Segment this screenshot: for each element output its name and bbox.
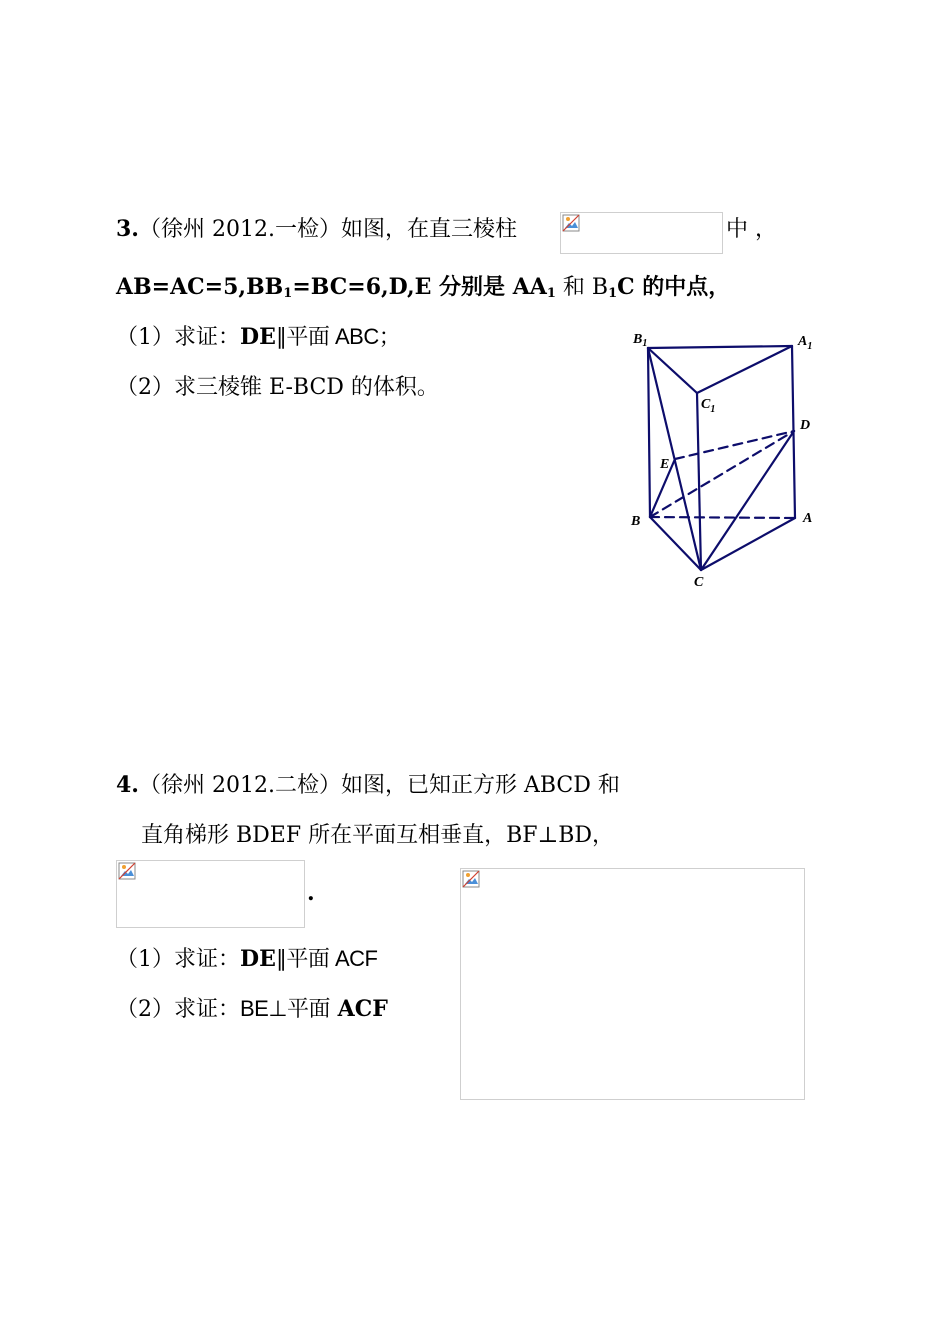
problem3-source: （徐州 2012.一检） [138, 217, 341, 242]
sub-1: 1 [283, 286, 293, 301]
problem3-question1 [116, 320, 400, 351]
problem4-question2 [116, 992, 388, 1023]
q1-de: DE [240, 324, 276, 350]
q2-be: BE⊥平面 [240, 996, 331, 1021]
q1-de: DE [240, 946, 276, 972]
label-e: E [660, 457, 670, 472]
edge-c1-c [697, 393, 701, 570]
label-d: D [800, 418, 811, 433]
problem3-line2-a: AB=AC=5,BB [116, 274, 284, 300]
problem4-number: 4. [116, 772, 139, 798]
problem3-after-image: 中 ， [726, 217, 777, 242]
edge-c-a [701, 518, 795, 570]
edge-b1-c1 [648, 348, 697, 393]
q1-rest: ∥平面 ABC； [275, 324, 401, 349]
q1-rest: ∥平面 ACF [275, 946, 378, 971]
problem3-line2-b: =BC=6,D,E 分别是 AA [292, 274, 547, 300]
problem4-line2: 直角梯形 BDEF 所在平面互相垂直，BF⊥BD， [141, 823, 615, 848]
problem3-number: 3. [116, 216, 139, 242]
problem4-figure-image [460, 868, 805, 1100]
q1-prefix: （1）求证： [116, 947, 240, 972]
problem4-intro: 如图，已知正方形 ABCD 和 [340, 773, 620, 798]
problem3-line1 [116, 212, 517, 243]
edge-b1-b [648, 348, 650, 517]
q2-acf: ACF [330, 996, 388, 1022]
label-c1: $C_1$ [701, 397, 716, 415]
problem4-after-image: . [307, 880, 315, 906]
edge-b-a-dashed [650, 517, 795, 518]
problem3-question2: （2）求三棱锥 E-BCD 的体积。 [116, 375, 439, 400]
problem3-line2-d: C 的中点， [617, 274, 731, 300]
prism-figure [620, 325, 830, 590]
broken-image-icon [462, 870, 480, 888]
problem3-intro: 如图，在直三棱柱 [340, 217, 517, 242]
label-a1: $A_1$ [798, 334, 813, 352]
problem3-line2 [116, 270, 730, 301]
broken-image-icon [562, 214, 580, 232]
q2-prefix: （2）求证： [116, 997, 240, 1022]
label-a: A [803, 511, 813, 526]
q1-prefix: （1）求证： [116, 325, 240, 350]
sub-2: 1 [546, 286, 556, 301]
problem4-source: （徐州 2012.二检） [138, 773, 341, 798]
problem3-line2-c: 和 B [555, 275, 609, 300]
edge-c1-a1 [697, 346, 792, 393]
label-b1: $B_1$ [633, 332, 648, 349]
problem4-question1 [116, 942, 377, 973]
problem4-line1 [116, 768, 620, 799]
edge-b1-a1 [648, 346, 792, 348]
label-b: B [631, 514, 641, 529]
problem3-inline-image [560, 212, 723, 254]
label-c: C [694, 575, 704, 590]
edge-b-c [650, 517, 701, 570]
edge-c-d [701, 431, 794, 570]
sub-3: 1 [608, 286, 618, 301]
problem4-inline-image [116, 860, 305, 928]
broken-image-icon [118, 862, 136, 880]
edge-e-d-dashed [675, 431, 794, 459]
